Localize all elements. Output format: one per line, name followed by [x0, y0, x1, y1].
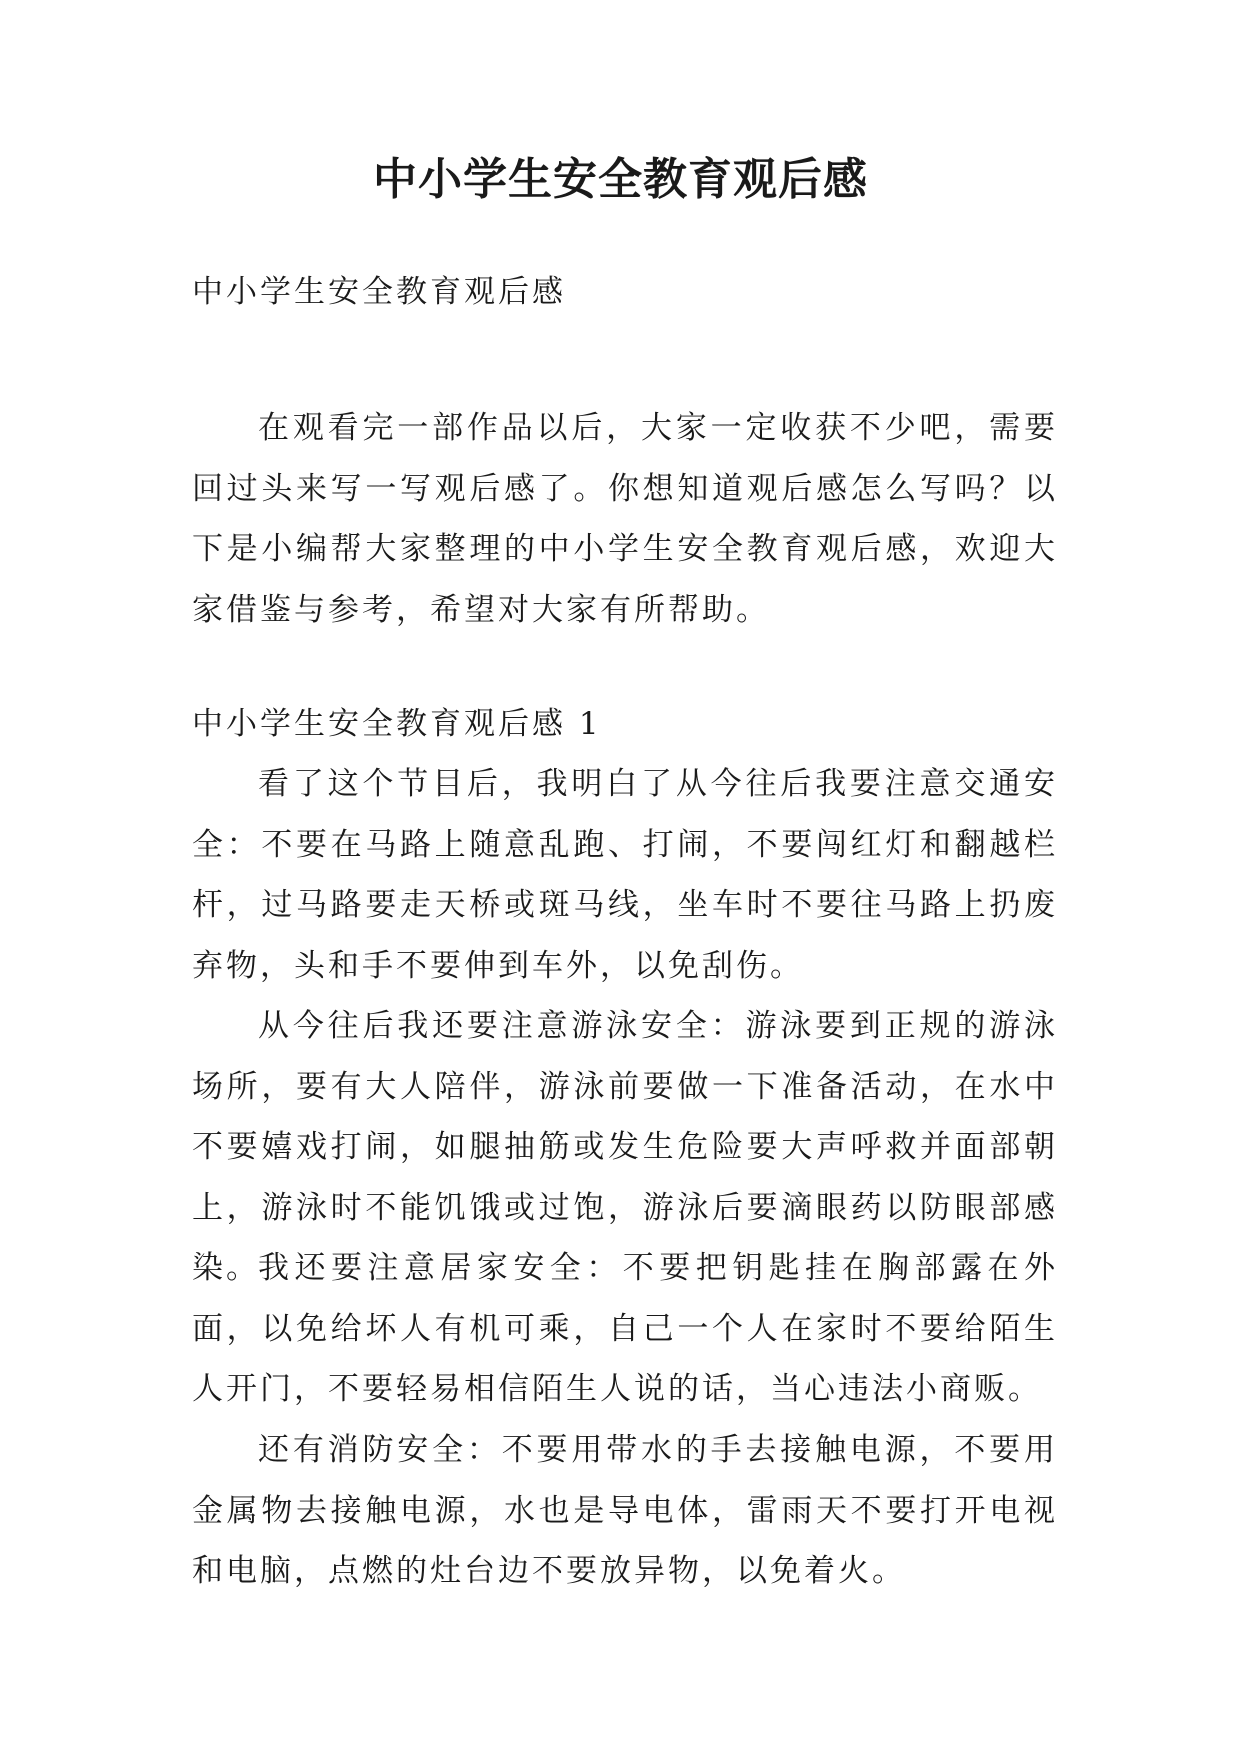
body-paragraph-swimming-safety: 从今往后我还要注意游泳安全：游泳要到正规的游泳场所，要有大人陪伴，游泳前要做一下准备活动，在水中不要嬉戏打闹，如腿抽筋或发生危险要大声呼救并面部朝上，游泳时不能饥饿或过饱，游泳后要滴眼药以防眼部感染。 [192, 1008, 1058, 1286]
body-paragraph-traffic-safety: 看了这个节目后，我明白了从今往后我要注意交通安全：不要在马路上随意乱跑、打闹，不要闯红灯和翻越栏杆，过马路要走天桥或斑马线，坐车时不要往马路上扔废弃物，头和手不要伸到车外，以免刮伤。 [192, 766, 1058, 984]
document-subtitle: 中小学生安全教育观后感 [192, 274, 566, 310]
body-paragraph-home-safety: 我还要注意居家安全：不要把钥匙挂在胸部露在外面，以免给坏人有机可乘，自己一个人在家时不要给陌生人开门，不要轻易相信陌生人说的话，当心违法小商贩。 [192, 1250, 1058, 1407]
page-title: 中小学生安全教育观后感 [373, 154, 868, 205]
section-heading: 中小学生安全教育观后感 1 [192, 706, 602, 742]
body-paragraph-fire-safety: 还有消防安全：不要用带水的手去接触电源，不要用金属物去接触电源，水也是导电体，雷雨天不要打开电视和电脑，点燃的灶台边不要放异物，以免着火。 [192, 1432, 1058, 1589]
intro-paragraph: 在观看完一部作品以后，大家一定收获不少吧，需要回过头来写一写观后感了。你想知道观后感怎么写吗？以下是小编帮大家整理的中小学生安全教育观后感，欢迎大家借鉴与参考，希望对大家有所帮助。 [192, 410, 1058, 628]
